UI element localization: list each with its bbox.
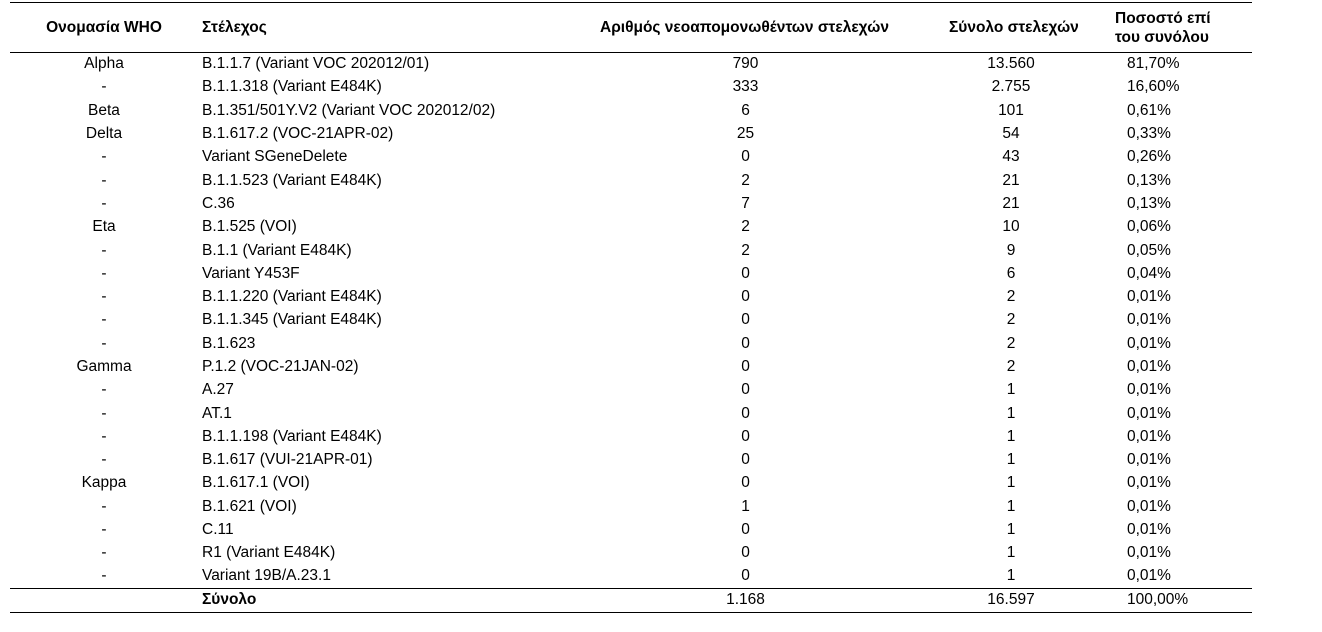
- cell-who-name: -: [101, 311, 107, 329]
- cell-percent: 0,01%: [1127, 334, 1171, 352]
- cell-total-strains: 10: [1002, 218, 1020, 236]
- cell-who-name: Gamma: [76, 358, 132, 375]
- cell-who-name: -: [101, 171, 107, 189]
- cell-new-isolates: 0: [741, 334, 750, 352]
- cell-percent: 0,01%: [1127, 311, 1171, 329]
- table-row: [10, 518, 1252, 541]
- cell-who-name: -: [101, 78, 107, 96]
- cell-strain: B.1.617.1 (VOI): [202, 474, 310, 492]
- cell-who-name: -: [101, 567, 107, 585]
- table-row: [10, 472, 1252, 495]
- table-row: [10, 355, 1252, 378]
- cell-percent: 0,13%: [1127, 194, 1171, 212]
- cell-total-strains: 13.560: [987, 55, 1035, 73]
- table-row: [10, 122, 1252, 145]
- cell-who-name: -: [101, 404, 107, 422]
- cell-who-name: -: [101, 288, 107, 306]
- cell-who-name: Delta: [85, 125, 123, 143]
- cell-new-isolates: 25: [736, 125, 755, 143]
- cell-total-strains: 1: [1006, 451, 1016, 469]
- cell-who-name: -: [101, 194, 107, 212]
- cell-new-isolates: 0: [741, 451, 750, 469]
- cell-new-isolates: 333: [732, 78, 759, 96]
- table-body: [10, 53, 1252, 589]
- cell-total-strains: 43: [1002, 148, 1020, 166]
- cell-new-isolates: 0: [741, 544, 750, 562]
- cell-who-name: -: [101, 544, 107, 562]
- table-row: [10, 309, 1252, 332]
- header-who-name: Ονομασία WHO: [10, 3, 198, 53]
- cell-new-isolates: 0: [741, 381, 750, 399]
- cell-strain: B.1.617.2 (VOC-21APR-02): [202, 125, 394, 143]
- header-total-strains: Σύνολο στελεχών: [945, 3, 1111, 53]
- header-new-isolates: Αριθμός νεοαπομονωθέντων στελεχών: [596, 3, 945, 53]
- cell-percent: 0,33%: [1127, 125, 1171, 143]
- cell-who-name: -: [101, 148, 107, 166]
- cell-percent: 0,01%: [1127, 521, 1171, 539]
- variant-table: [10, 2, 1252, 613]
- cell-new-isolates: 7: [741, 194, 750, 212]
- table-row: [10, 542, 1252, 565]
- cell-who-name: -: [101, 451, 107, 469]
- cell-who-name: -: [101, 497, 107, 515]
- cell-strain: B.1.617 (VUI-21APR-01): [202, 451, 373, 469]
- cell-percent: 0,01%: [1127, 497, 1171, 515]
- cell-who-name: -: [101, 381, 107, 399]
- table-header: [10, 3, 1252, 53]
- cell-total-strains: 1: [1006, 544, 1016, 562]
- header-percent-line2: του συνόλου: [1115, 28, 1209, 46]
- cell-new-isolates: 0: [741, 311, 750, 329]
- cell-total-strains: 2: [1006, 358, 1016, 375]
- cell-new-isolates: 0: [741, 264, 750, 282]
- cell-total-strains: 1: [1006, 381, 1016, 399]
- cell-strain: B.1.1.198 (Variant E484K): [202, 427, 382, 445]
- cell-strain: B.1.623: [202, 334, 256, 352]
- total-row-percent: 100,00%: [1111, 588, 1252, 612]
- cell-strain: B.1.1.345 (Variant E484K): [202, 311, 382, 329]
- cell-strain: B.1.1.220 (Variant E484K): [202, 288, 382, 306]
- header-row: [10, 3, 1252, 53]
- cell-total-strains: 1: [1006, 404, 1016, 422]
- cell-strain: B.1.1.7 (Variant VOC 202012/01): [202, 55, 430, 73]
- cell-percent: 16,60%: [1127, 78, 1180, 96]
- cell-total-strains: 6: [1006, 264, 1016, 282]
- cell-strain: C.36: [202, 194, 235, 212]
- cell-who-name: -: [101, 427, 107, 445]
- table-row: [10, 239, 1252, 262]
- cell-who-name: Kappa: [81, 474, 127, 492]
- table-row: [10, 495, 1252, 518]
- total-row-label: Σύνολο: [198, 588, 596, 612]
- total-row-total-strains: 16.597: [945, 588, 1111, 612]
- cell-strain: R1 (Variant E484K): [202, 544, 336, 562]
- cell-new-isolates: 6: [741, 101, 750, 119]
- cell-percent: 0,01%: [1127, 288, 1171, 306]
- cell-total-strains: 1: [1006, 521, 1016, 539]
- table-row: [10, 332, 1252, 355]
- table-footer: [10, 588, 1252, 612]
- cell-strain: AT.1: [202, 404, 232, 422]
- cell-new-isolates: 0: [741, 567, 750, 585]
- cell-total-strains: 101: [998, 101, 1024, 119]
- table-row: [10, 169, 1252, 192]
- cell-percent: 0,26%: [1127, 148, 1171, 166]
- cell-strain: Variant 19B/A.23.1: [202, 567, 331, 585]
- cell-who-name: -: [101, 334, 107, 352]
- cell-new-isolates: 790: [732, 55, 759, 73]
- cell-percent: 0,61%: [1127, 101, 1171, 119]
- cell-total-strains: 9: [1006, 241, 1016, 259]
- table-row: [10, 379, 1252, 402]
- cell-total-strains: 1: [1006, 567, 1016, 585]
- cell-total-strains: 1: [1006, 497, 1016, 515]
- header-percent-line1: Ποσοστό επί: [1115, 9, 1211, 27]
- cell-total-strains: 2.755: [991, 78, 1031, 96]
- header-percent: [1111, 3, 1252, 53]
- cell-strain: A.27: [202, 381, 234, 399]
- cell-new-isolates: 0: [741, 358, 750, 375]
- header-strain: Στέλεχος: [198, 3, 596, 53]
- cell-new-isolates: 0: [741, 148, 750, 166]
- cell-new-isolates: 2: [741, 171, 750, 189]
- cell-percent: 0,01%: [1127, 358, 1171, 375]
- cell-percent: 0,01%: [1127, 567, 1171, 585]
- cell-who-name: -: [101, 264, 107, 282]
- cell-percent: 0,01%: [1127, 381, 1171, 399]
- total-row-new-isolates: 1.168: [596, 588, 945, 612]
- cell-strain: B.1.621 (VOI): [202, 497, 297, 515]
- cell-percent: 0,04%: [1127, 264, 1171, 282]
- table-row: [10, 449, 1252, 472]
- cell-total-strains: 2: [1006, 334, 1016, 352]
- cell-percent: 0,05%: [1127, 241, 1171, 259]
- cell-total-strains: 54: [1002, 125, 1020, 143]
- cell-new-isolates: 0: [741, 404, 750, 422]
- cell-percent: 0,01%: [1127, 451, 1171, 469]
- cell-strain: B.1.525 (VOI): [202, 218, 297, 236]
- cell-new-isolates: 0: [741, 427, 750, 445]
- cell-strain: B.1.1 (Variant E484K): [202, 241, 352, 259]
- total-row-who: [10, 588, 198, 612]
- table-row: [10, 402, 1252, 425]
- table-row: [10, 425, 1252, 448]
- cell-percent: 0,06%: [1127, 218, 1171, 236]
- cell-strain: B.1.1.318 (Variant E484K): [202, 78, 382, 96]
- cell-new-isolates: 1: [741, 497, 750, 515]
- total-row: [10, 588, 1252, 612]
- cell-total-strains: 21: [1002, 194, 1020, 212]
- cell-percent: 0,01%: [1127, 474, 1171, 492]
- cell-who-name: Eta: [92, 218, 116, 236]
- cell-new-isolates: 2: [741, 241, 750, 259]
- cell-percent: 0,13%: [1127, 171, 1171, 189]
- cell-new-isolates: 2: [741, 218, 750, 236]
- cell-new-isolates: 0: [741, 521, 750, 539]
- cell-percent: 81,70%: [1127, 55, 1180, 73]
- cell-total-strains: 21: [1002, 171, 1020, 189]
- table-row: [10, 53, 1252, 76]
- cell-strain: B.1.1.523 (Variant E484K): [202, 171, 382, 189]
- cell-total-strains: 1: [1006, 427, 1016, 445]
- cell-new-isolates: 0: [741, 474, 750, 492]
- cell-strain: B.1.351/501Y.V2 (Variant VOC 202012/02): [202, 101, 496, 119]
- cell-strain: Variant SGeneDelete: [202, 148, 348, 166]
- table-row: [10, 76, 1252, 99]
- table-row: [10, 99, 1252, 122]
- cell-total-strains: 2: [1006, 311, 1016, 329]
- cell-percent: 0,01%: [1127, 404, 1171, 422]
- table-row: [10, 216, 1252, 239]
- table-row: [10, 262, 1252, 285]
- cell-percent: 0,01%: [1127, 427, 1171, 445]
- cell-strain: C.11: [202, 521, 234, 539]
- cell-total-strains: 1: [1006, 474, 1016, 492]
- cell-who-name: -: [101, 521, 107, 539]
- cell-new-isolates: 0: [741, 288, 750, 306]
- cell-total-strains: 2: [1006, 288, 1016, 306]
- cell-who-name: Beta: [88, 101, 120, 119]
- cell-strain: P.1.2 (VOC-21JAN-02): [202, 358, 359, 375]
- table-row: [10, 285, 1252, 308]
- table-row: [10, 565, 1252, 588]
- table-row: [10, 192, 1252, 215]
- cell-strain: Variant Y453F: [202, 264, 300, 282]
- cell-who-name: Alpha: [84, 55, 124, 73]
- cell-who-name: -: [101, 241, 107, 259]
- table-row: [10, 146, 1252, 169]
- cell-percent: 0,01%: [1127, 544, 1171, 562]
